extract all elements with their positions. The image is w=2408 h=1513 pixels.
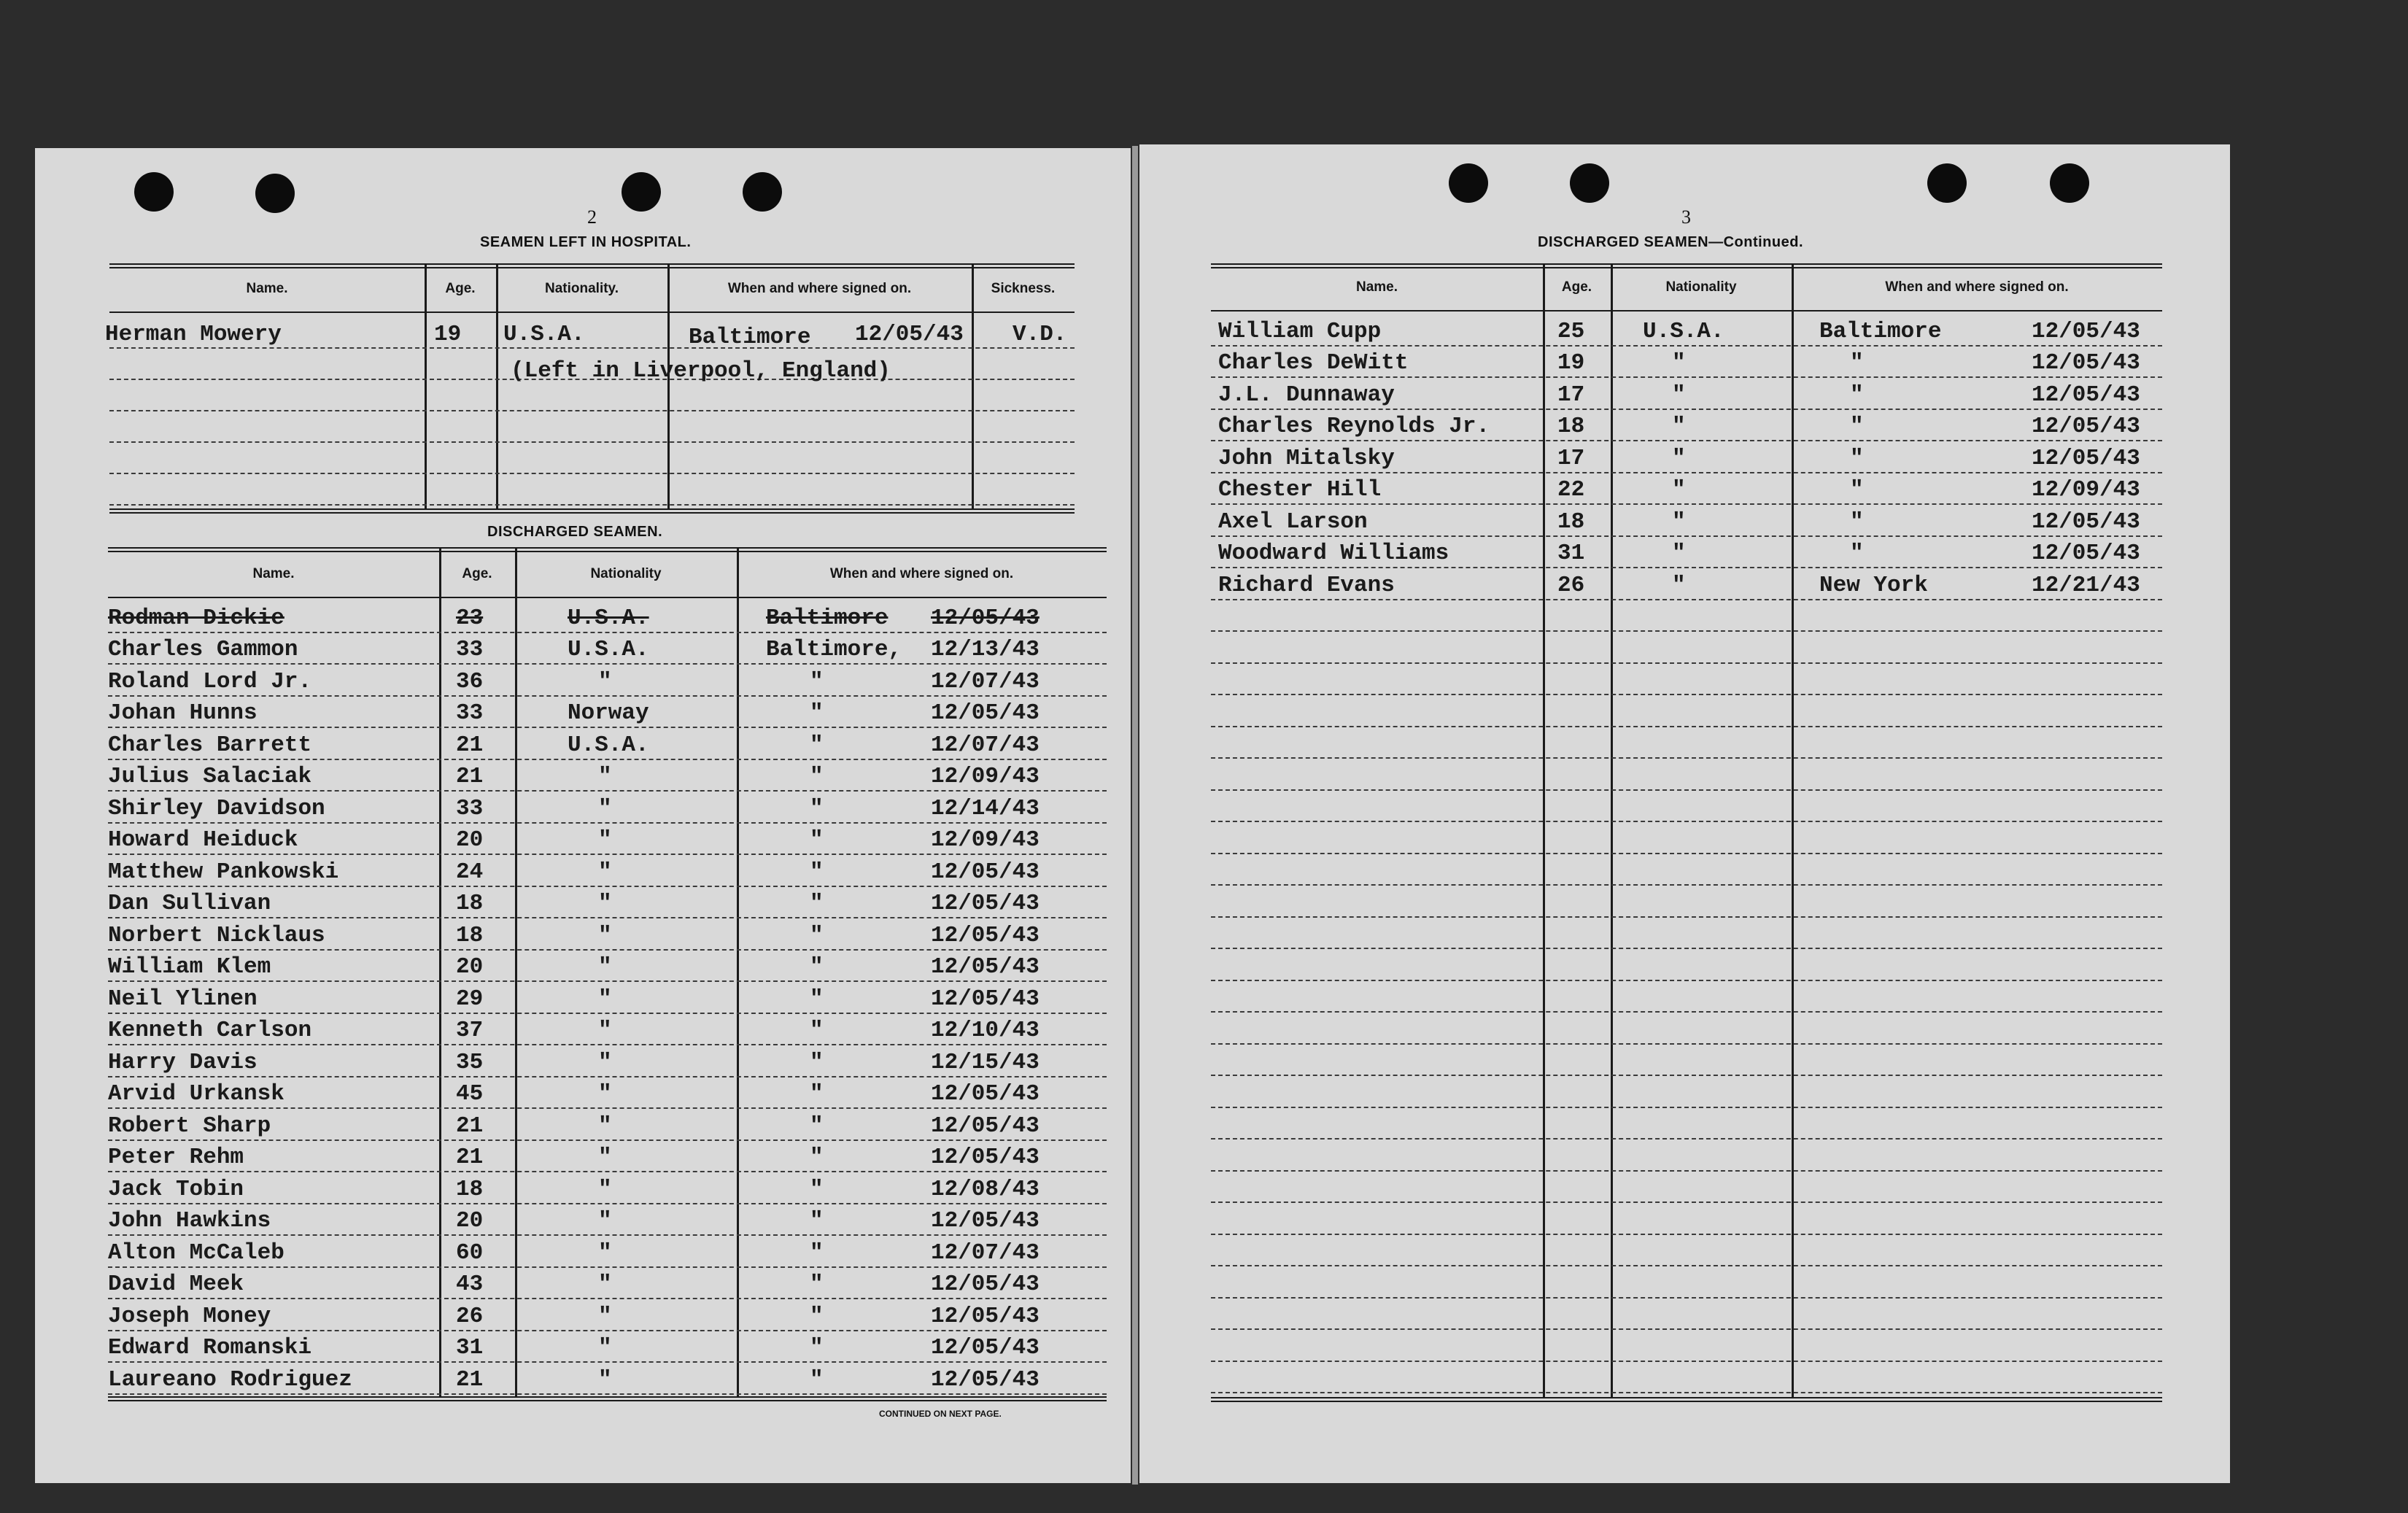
signed-on-place: Baltimore: [766, 605, 889, 631]
seaman-name: Axel Larson: [1218, 508, 1368, 535]
table-row: [1211, 662, 2162, 696]
seaman-name: Arvid Urkansk: [108, 1081, 284, 1107]
seaman-nationality: U.S.A.: [568, 732, 649, 758]
punch-hole: [1927, 163, 1967, 203]
seaman-age: 33: [456, 795, 484, 821]
signed-on-place: ": [810, 891, 824, 916]
table-row: [109, 410, 1075, 443]
signed-on-date: 12/05/43: [2032, 508, 2140, 535]
signed-on-place: ": [810, 827, 824, 853]
seaman-name: Charles Gammon: [108, 637, 298, 662]
table-row: [109, 473, 1075, 506]
table-row: [108, 1234, 1107, 1268]
seaman-age: 31: [1557, 541, 1585, 566]
seaman-nationality: ": [598, 764, 612, 789]
table-row: [1211, 503, 2162, 537]
table-row: [1211, 535, 2162, 569]
seaman-age: 18: [1557, 414, 1585, 439]
discharged-table: [108, 547, 1107, 1401]
seaman-name: Julius Salaciak: [108, 764, 312, 789]
hospital-place: Baltimore: [689, 325, 811, 350]
table-row: [108, 695, 1107, 729]
table-row: [1211, 376, 2162, 410]
seaman-age: 31: [456, 1335, 484, 1361]
header-signed-on: When and where signed on.: [1885, 279, 2069, 295]
seaman-nationality: ": [598, 795, 612, 821]
discharged-continued-table: [1211, 263, 2162, 1401]
seaman-name: Robert Sharp: [108, 1112, 271, 1139]
signed-on-date: 12/09/43: [931, 827, 1040, 853]
hospital-sickness: V.D.: [1013, 322, 1067, 347]
discharged-continued-title: DISCHARGED SEAMEN—Continued.: [1538, 234, 1803, 250]
seaman-nationality: ": [598, 1112, 612, 1139]
header-nationality: Nationality: [1665, 279, 1737, 295]
signed-on-date: 12/05/43: [931, 954, 1040, 980]
punch-hole: [2050, 163, 2089, 203]
header-name: Name.: [1355, 279, 1398, 295]
table-row: [1211, 440, 2162, 473]
header-name: Name.: [246, 281, 288, 296]
seaman-nationality: Norway: [568, 700, 649, 726]
seaman-name: Alton McCaleb: [108, 1239, 284, 1266]
seaman-age: 20: [456, 1208, 484, 1234]
table-row: [108, 1266, 1107, 1300]
seaman-age: 43: [456, 1272, 484, 1297]
table-row: [1211, 567, 2162, 600]
seaman-age: 20: [456, 827, 484, 853]
signed-on-place: Baltimore,: [766, 637, 902, 662]
table-row: [108, 854, 1107, 887]
seaman-name: Edward Romanski: [108, 1335, 312, 1361]
hospital-table: [105, 263, 1075, 511]
table-row: [1211, 1075, 2162, 1108]
signed-on-date: 12/05/43: [931, 605, 1040, 631]
table-row: [108, 759, 1107, 792]
signed-on-date: 12/07/43: [931, 1239, 1040, 1266]
signed-on-date: 12/05/43: [931, 700, 1040, 726]
signed-on-place: ": [810, 700, 824, 726]
seaman-age: 21: [456, 732, 484, 758]
seaman-age: 25: [1557, 318, 1585, 344]
table-row: [1211, 1361, 2162, 1394]
signed-on-place: ": [1850, 541, 1864, 566]
seaman-name: Howard Heiduck: [108, 827, 298, 853]
seaman-nationality: ": [1672, 382, 1686, 408]
table-row: [1211, 757, 2162, 791]
signed-on-date: 12/15/43: [931, 1049, 1040, 1075]
signed-on-place: ": [810, 795, 824, 821]
seaman-age: 21: [456, 1112, 484, 1139]
seaman-age: 22: [1557, 477, 1585, 503]
seaman-nationality: ": [598, 1018, 612, 1043]
punch-hole: [1449, 163, 1488, 203]
hospital-remark: (Left in Liverpool, England): [511, 358, 891, 384]
seaman-age: 29: [456, 986, 484, 1012]
table-row: [1211, 1234, 2162, 1267]
signed-on-date: 12/05/43: [2032, 350, 2140, 376]
table-row: [108, 632, 1107, 665]
seaman-nationality: ": [598, 954, 612, 980]
signed-on-date: 12/05/43: [931, 922, 1040, 948]
signed-on-place: ": [810, 1176, 824, 1202]
signed-on-date: 12/14/43: [931, 795, 1040, 821]
seaman-name: Neil Ylinen: [108, 986, 258, 1012]
seaman-age: 35: [456, 1049, 484, 1075]
table-row: [108, 1330, 1107, 1363]
seaman-nationality: ": [598, 986, 612, 1012]
seaman-age: 18: [1557, 508, 1585, 535]
table-row: [1211, 948, 2162, 981]
seaman-name: Shirley Davidson: [108, 795, 325, 821]
table-row: [108, 980, 1107, 1014]
seaman-nationality: ": [1672, 445, 1686, 471]
signed-on-place: ": [810, 668, 824, 694]
signed-on-place: ": [810, 1112, 824, 1139]
signed-on-place: ": [810, 1049, 824, 1075]
table-row: [1211, 1011, 2162, 1045]
seaman-nationality: ": [598, 1208, 612, 1234]
signed-on-place: ": [810, 954, 824, 980]
seaman-age: 18: [456, 1176, 484, 1202]
signed-on-place: ": [810, 1018, 824, 1043]
hospital-section-title: SEAMEN LEFT IN HOSPITAL.: [480, 234, 692, 250]
seaman-name: Charles Barrett: [108, 732, 312, 758]
table-row: [108, 1044, 1107, 1077]
signed-on-date: 12/05/43: [931, 859, 1040, 885]
header-nationality: Nationality.: [545, 281, 619, 296]
signed-on-place: ": [810, 764, 824, 789]
signed-on-date: 12/10/43: [931, 1018, 1040, 1043]
seaman-age: 18: [456, 922, 484, 948]
seaman-name: Laureano Rodriguez: [108, 1366, 352, 1393]
hospital-age: 19: [434, 322, 462, 347]
seaman-nationality: ": [598, 827, 612, 853]
seaman-name: John Mitalsky: [1218, 445, 1395, 471]
seaman-age: 18: [456, 891, 484, 916]
table-row: [1211, 1328, 2162, 1362]
seaman-age: 21: [456, 764, 484, 789]
seaman-age: 23: [456, 605, 484, 631]
seaman-name: Dan Sullivan: [108, 891, 271, 916]
seaman-name: Kenneth Carlson: [108, 1018, 312, 1043]
table-row: [1211, 726, 2162, 759]
seaman-nationality: ": [598, 1176, 612, 1202]
table-row: [1211, 1138, 2162, 1172]
table-row: [108, 600, 1107, 633]
signed-on-place: ": [810, 1366, 824, 1393]
signed-on-date: 12/09/43: [2032, 477, 2140, 503]
signed-on-date: 12/05/43: [931, 1208, 1040, 1234]
seaman-name: David Meek: [108, 1272, 244, 1297]
signed-on-date: 12/05/43: [931, 986, 1040, 1012]
table-row: [1211, 630, 2162, 664]
seaman-age: 26: [1557, 572, 1585, 598]
seaman-name: William Klem: [108, 954, 271, 980]
signed-on-date: 12/05/43: [931, 1335, 1040, 1361]
signed-on-date: 12/05/43: [931, 1303, 1040, 1329]
header-signed-on: When and where signed on.: [829, 566, 1014, 581]
signed-on-date: 12/05/43: [931, 1145, 1040, 1170]
punch-hole: [743, 172, 782, 212]
table-row: [1211, 694, 2162, 727]
seaman-name: John Hawkins: [108, 1208, 271, 1234]
signed-on-date: 12/05/43: [931, 1081, 1040, 1107]
signed-on-place: ": [1850, 477, 1864, 503]
table-row: [108, 917, 1107, 951]
signed-on-place: Baltimore: [1819, 318, 1942, 344]
table-row: [1211, 345, 2162, 379]
table-row: [108, 1139, 1107, 1173]
table-row: [1211, 1202, 2162, 1235]
seaman-name: Peter Rehm: [108, 1145, 244, 1170]
seaman-name: J.L. Dunnaway: [1218, 382, 1395, 408]
punch-hole: [255, 174, 295, 213]
table-row: [108, 1361, 1107, 1395]
table-row: [1211, 916, 2162, 950]
signed-on-date: 12/05/43: [931, 891, 1040, 916]
signed-on-place: ": [810, 1208, 824, 1234]
signed-on-place: ": [1850, 508, 1864, 535]
seaman-age: 26: [456, 1303, 484, 1329]
seaman-name: Johan Hunns: [108, 700, 258, 726]
header-nationality: Nationality: [590, 566, 662, 581]
signed-on-date: 12/05/43: [931, 1112, 1040, 1139]
table-row: [1211, 1265, 2162, 1299]
punch-hole: [134, 172, 174, 212]
hospital-date: 12/05/43: [855, 322, 964, 347]
hospital-name: Herman Mowery: [105, 322, 282, 347]
seaman-name: Rodman Dickie: [108, 605, 284, 631]
seaman-name: Matthew Pankowski: [108, 859, 339, 885]
signed-on-date: 12/13/43: [931, 637, 1040, 662]
table-row: [108, 1203, 1107, 1237]
signed-on-place: ": [810, 1145, 824, 1170]
table-row: [1211, 789, 2162, 823]
signed-on-place: New York: [1819, 572, 1928, 598]
seaman-age: 21: [456, 1366, 484, 1393]
signed-on-place: ": [810, 1239, 824, 1266]
table-row: [1211, 472, 2162, 506]
table-row: [108, 1298, 1107, 1331]
table-row: [1211, 853, 2162, 886]
seaman-age: 17: [1557, 382, 1585, 408]
signed-on-place: ": [1850, 445, 1864, 471]
seaman-nationality: ": [598, 1145, 612, 1170]
seaman-nationality: ": [598, 1081, 612, 1107]
signed-on-place: ": [810, 986, 824, 1012]
table-row: [108, 663, 1107, 697]
seaman-nationality: U.S.A.: [1643, 318, 1724, 344]
table-row: [108, 727, 1107, 760]
signed-on-date: 12/05/43: [2032, 541, 2140, 566]
seaman-name: Richard Evans: [1218, 572, 1395, 598]
table-row: [1211, 1297, 2162, 1331]
seaman-age: 60: [456, 1239, 484, 1266]
seaman-age: 24: [456, 859, 484, 885]
table-row: [1211, 409, 2162, 442]
header-age: Age.: [1561, 279, 1592, 295]
signed-on-date: 12/05/43: [2032, 382, 2140, 408]
signed-on-date: 12/05/43: [2032, 414, 2140, 439]
seaman-nationality: ": [1672, 541, 1686, 566]
signed-on-place: ": [810, 732, 824, 758]
seaman-nationality: ": [598, 1239, 612, 1266]
signed-on-date: 12/05/43: [2032, 318, 2140, 344]
seaman-age: 19: [1557, 350, 1585, 376]
table-row: [108, 886, 1107, 919]
signed-on-place: ": [1850, 414, 1864, 439]
discharged-section-title: DISCHARGED SEAMEN.: [487, 524, 663, 540]
table-row: [1211, 1043, 2162, 1077]
seaman-name: Charles Reynolds Jr.: [1218, 414, 1490, 439]
seaman-nationality: ": [1672, 414, 1686, 439]
header-sickness: Sickness.: [991, 281, 1056, 296]
table-row: [1211, 884, 2162, 918]
table-row: [1211, 1170, 2162, 1204]
seaman-age: 21: [456, 1145, 484, 1170]
seaman-age: 20: [456, 954, 484, 980]
signed-on-place: ": [1850, 350, 1864, 376]
seaman-name: Jack Tobin: [108, 1176, 244, 1202]
seaman-nationality: ": [1672, 508, 1686, 535]
seaman-name: Joseph Money: [108, 1303, 271, 1329]
seaman-name: Roland Lord Jr.: [108, 668, 312, 694]
signed-on-date: 12/07/43: [931, 732, 1040, 758]
seaman-nationality: ": [598, 668, 612, 694]
seaman-name: William Cupp: [1218, 318, 1382, 344]
punch-hole: [1570, 163, 1609, 203]
signed-on-place: ": [810, 922, 824, 948]
table-row: [108, 790, 1107, 824]
signed-on-date: 12/05/43: [931, 1366, 1040, 1393]
signed-on-place: ": [810, 1272, 824, 1297]
page-spine: [1132, 146, 1138, 1485]
table-row: [108, 1107, 1107, 1141]
seaman-nationality: ": [598, 859, 612, 885]
signed-on-date: 12/09/43: [931, 764, 1040, 789]
table-row: [1211, 821, 2162, 854]
page-number: 3: [1681, 206, 1691, 228]
seaman-name: Woodward Williams: [1218, 541, 1449, 566]
signed-on-place: ": [810, 859, 824, 885]
signed-on-place: ": [810, 1081, 824, 1107]
punch-hole: [622, 172, 661, 212]
signed-on-date: 12/08/43: [931, 1176, 1040, 1202]
page-number: 2: [587, 206, 597, 228]
seaman-nationality: ": [1672, 572, 1686, 598]
seaman-nationality: U.S.A.: [568, 605, 649, 631]
seaman-age: 36: [456, 668, 484, 694]
table-row: [1211, 1107, 2162, 1140]
continued-note: CONTINUED ON NEXT PAGE.: [879, 1409, 1002, 1419]
seaman-nationality: ": [1672, 350, 1686, 376]
signed-on-place: ": [1850, 382, 1864, 408]
signed-on-date: 12/21/43: [2032, 572, 2140, 598]
signed-on-date: 12/05/43: [931, 1272, 1040, 1297]
table-row: [108, 949, 1107, 983]
hospital-nationality: U.S.A.: [503, 322, 585, 347]
seaman-nationality: ": [598, 1303, 612, 1329]
signed-on-date: 12/05/43: [2032, 445, 2140, 471]
table-row: [108, 1171, 1107, 1204]
seaman-age: 45: [456, 1081, 484, 1107]
signed-on-place: ": [810, 1303, 824, 1329]
seaman-nationality: ": [598, 1366, 612, 1393]
header-age: Age.: [462, 566, 492, 581]
seaman-nationality: ": [598, 1272, 612, 1297]
left-page: [35, 148, 1131, 1483]
table-row: [108, 1013, 1107, 1046]
seaman-nationality: ": [598, 1049, 612, 1075]
seaman-name: Charles DeWitt: [1218, 350, 1409, 376]
seaman-name: Norbert Nicklaus: [108, 922, 325, 948]
seaman-nationality: ": [598, 1335, 612, 1361]
seaman-age: 37: [456, 1018, 484, 1043]
header-name: Name.: [252, 566, 295, 581]
table-row: [1211, 313, 2162, 347]
seaman-nationality: ": [598, 891, 612, 916]
header-age: Age.: [445, 281, 476, 296]
signed-on-date: 12/07/43: [931, 668, 1040, 694]
table-row: [108, 1076, 1107, 1110]
table-row: [1211, 980, 2162, 1013]
table-row: [109, 441, 1075, 474]
seaman-nationality: ": [1672, 477, 1686, 503]
seaman-nationality: ": [598, 922, 612, 948]
seaman-age: 33: [456, 637, 484, 662]
table-row: [108, 822, 1107, 856]
seaman-name: Chester Hill: [1218, 477, 1382, 503]
right-page: [1139, 144, 2230, 1483]
header-signed-on: When and where signed on.: [727, 281, 912, 296]
seaman-nationality: U.S.A.: [568, 637, 649, 662]
seaman-age: 33: [456, 700, 484, 726]
table-row: [1211, 599, 2162, 632]
signed-on-place: ": [810, 1335, 824, 1361]
seaman-name: Harry Davis: [108, 1049, 258, 1075]
seaman-age: 17: [1557, 445, 1585, 471]
